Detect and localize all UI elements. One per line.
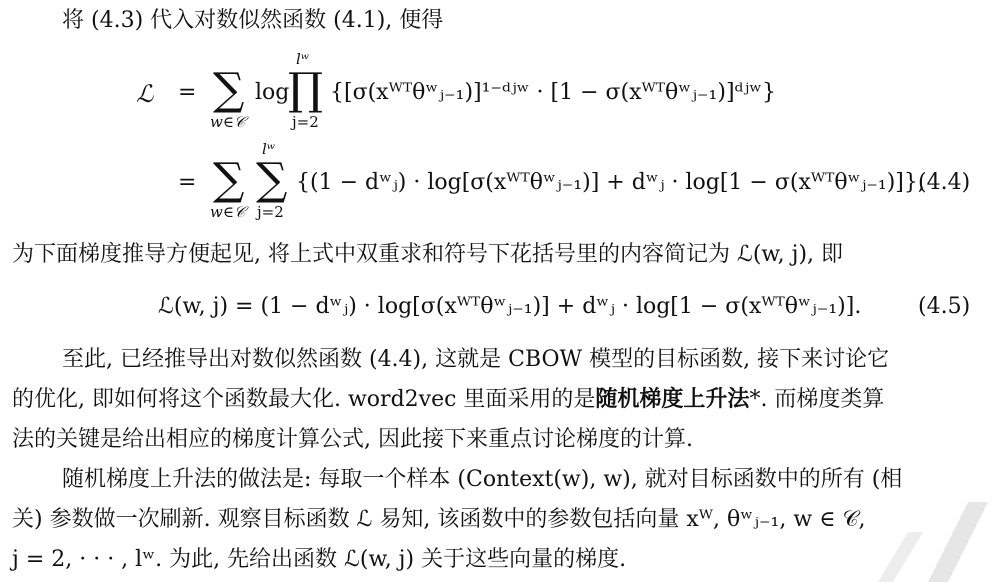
sum-symbol-2: ∑: [213, 154, 245, 205]
eq-equals-2: =: [178, 170, 197, 195]
sum2-upper-limit: lʷ: [262, 140, 275, 158]
eq-lhs: ℒ: [136, 80, 154, 108]
sum-symbol-1: ∑: [213, 64, 245, 115]
sum1-lower-limit: w∈𝒞: [210, 113, 245, 131]
paragraph-3-line-1: 随机梯度上升法的做法是: 每取一个样本 (Context(w), w), 就对目标函数中的所有 (相: [62, 467, 903, 492]
watermark-graphic: [818, 462, 998, 582]
sum2-lower-limit-2: j=2: [257, 203, 284, 221]
equation-number-4-5: (4.5): [918, 294, 971, 319]
eq-line2-body: {(1 − dʷⱼ) · log[σ(xᵂᵀθʷⱼ₋₁)] + dʷⱼ · log[1 − σ(xᵂᵀθʷⱼ₋₁)]},: [296, 170, 925, 195]
equation-number-4-4: (4.4): [918, 170, 971, 195]
sum2-lower-limit-1: w∈𝒞: [210, 203, 245, 221]
prod-lower-limit: j=2: [292, 113, 319, 131]
paragraph-2-line-2: [12, 385, 884, 415]
intro-text: 将 (4.3) 代入对数似然函数 (4.1), 便得: [62, 8, 444, 33]
eq-equals-1: =: [178, 80, 197, 105]
prod-upper-limit: lʷ: [296, 50, 309, 68]
paragraph-2-line-3: 法的关键是给出相应的梯度计算公式, 因此接下来重点讨论梯度的计算.: [12, 427, 693, 452]
paragraph-1: 为下面梯度推导方便起见, 将上式中双重求和符号下花括号里的内容简记为 ℒ(w, j), 即: [12, 242, 844, 267]
paragraph-2-line-1: 至此, 已经推导出对数似然函数 (4.4), 这就是 CBOW 模型的目标函数, 接下来讨论它: [62, 347, 890, 372]
paragraph-3-line-3: j = 2, · · · , lʷ. 为此, 先给出函数 ℒ(w, j) 关于这些向量的梯度.: [12, 547, 627, 572]
equation-4-5: ℒ(w, j) = (1 − dʷⱼ) · log[σ(xᵂᵀθʷⱼ₋₁)] + dʷⱼ · log[1 − σ(xᵂᵀθʷⱼ₋₁)].: [158, 294, 862, 319]
paragraph-2-bold: 随机梯度上升法: [595, 387, 750, 412]
eq-line1-body: {[σ(xᵂᵀθʷⱼ₋₁)]¹⁻ᵈʲʷ · [1 − σ(xᵂᵀθʷⱼ₋₁)]ᵈʲʷ}: [330, 80, 777, 105]
paragraph-2-line-2b: *. 而梯度类算: [749, 387, 885, 412]
prod-symbol: ∏: [288, 64, 324, 115]
log-label: log: [255, 80, 290, 105]
paragraph-3-line-2: 关) 参数做一次刷新. 观察目标函数 ℒ 易知, 该函数中的参数包括向量 xᵂ, θʷⱼ₋₁, w ∈ 𝒞,: [12, 507, 866, 532]
sum-symbol-3: ∑: [256, 154, 288, 205]
paragraph-2-line-2a: 的优化, 即如何将这个函数最大化. word2vec 里面采用的是: [12, 387, 596, 412]
